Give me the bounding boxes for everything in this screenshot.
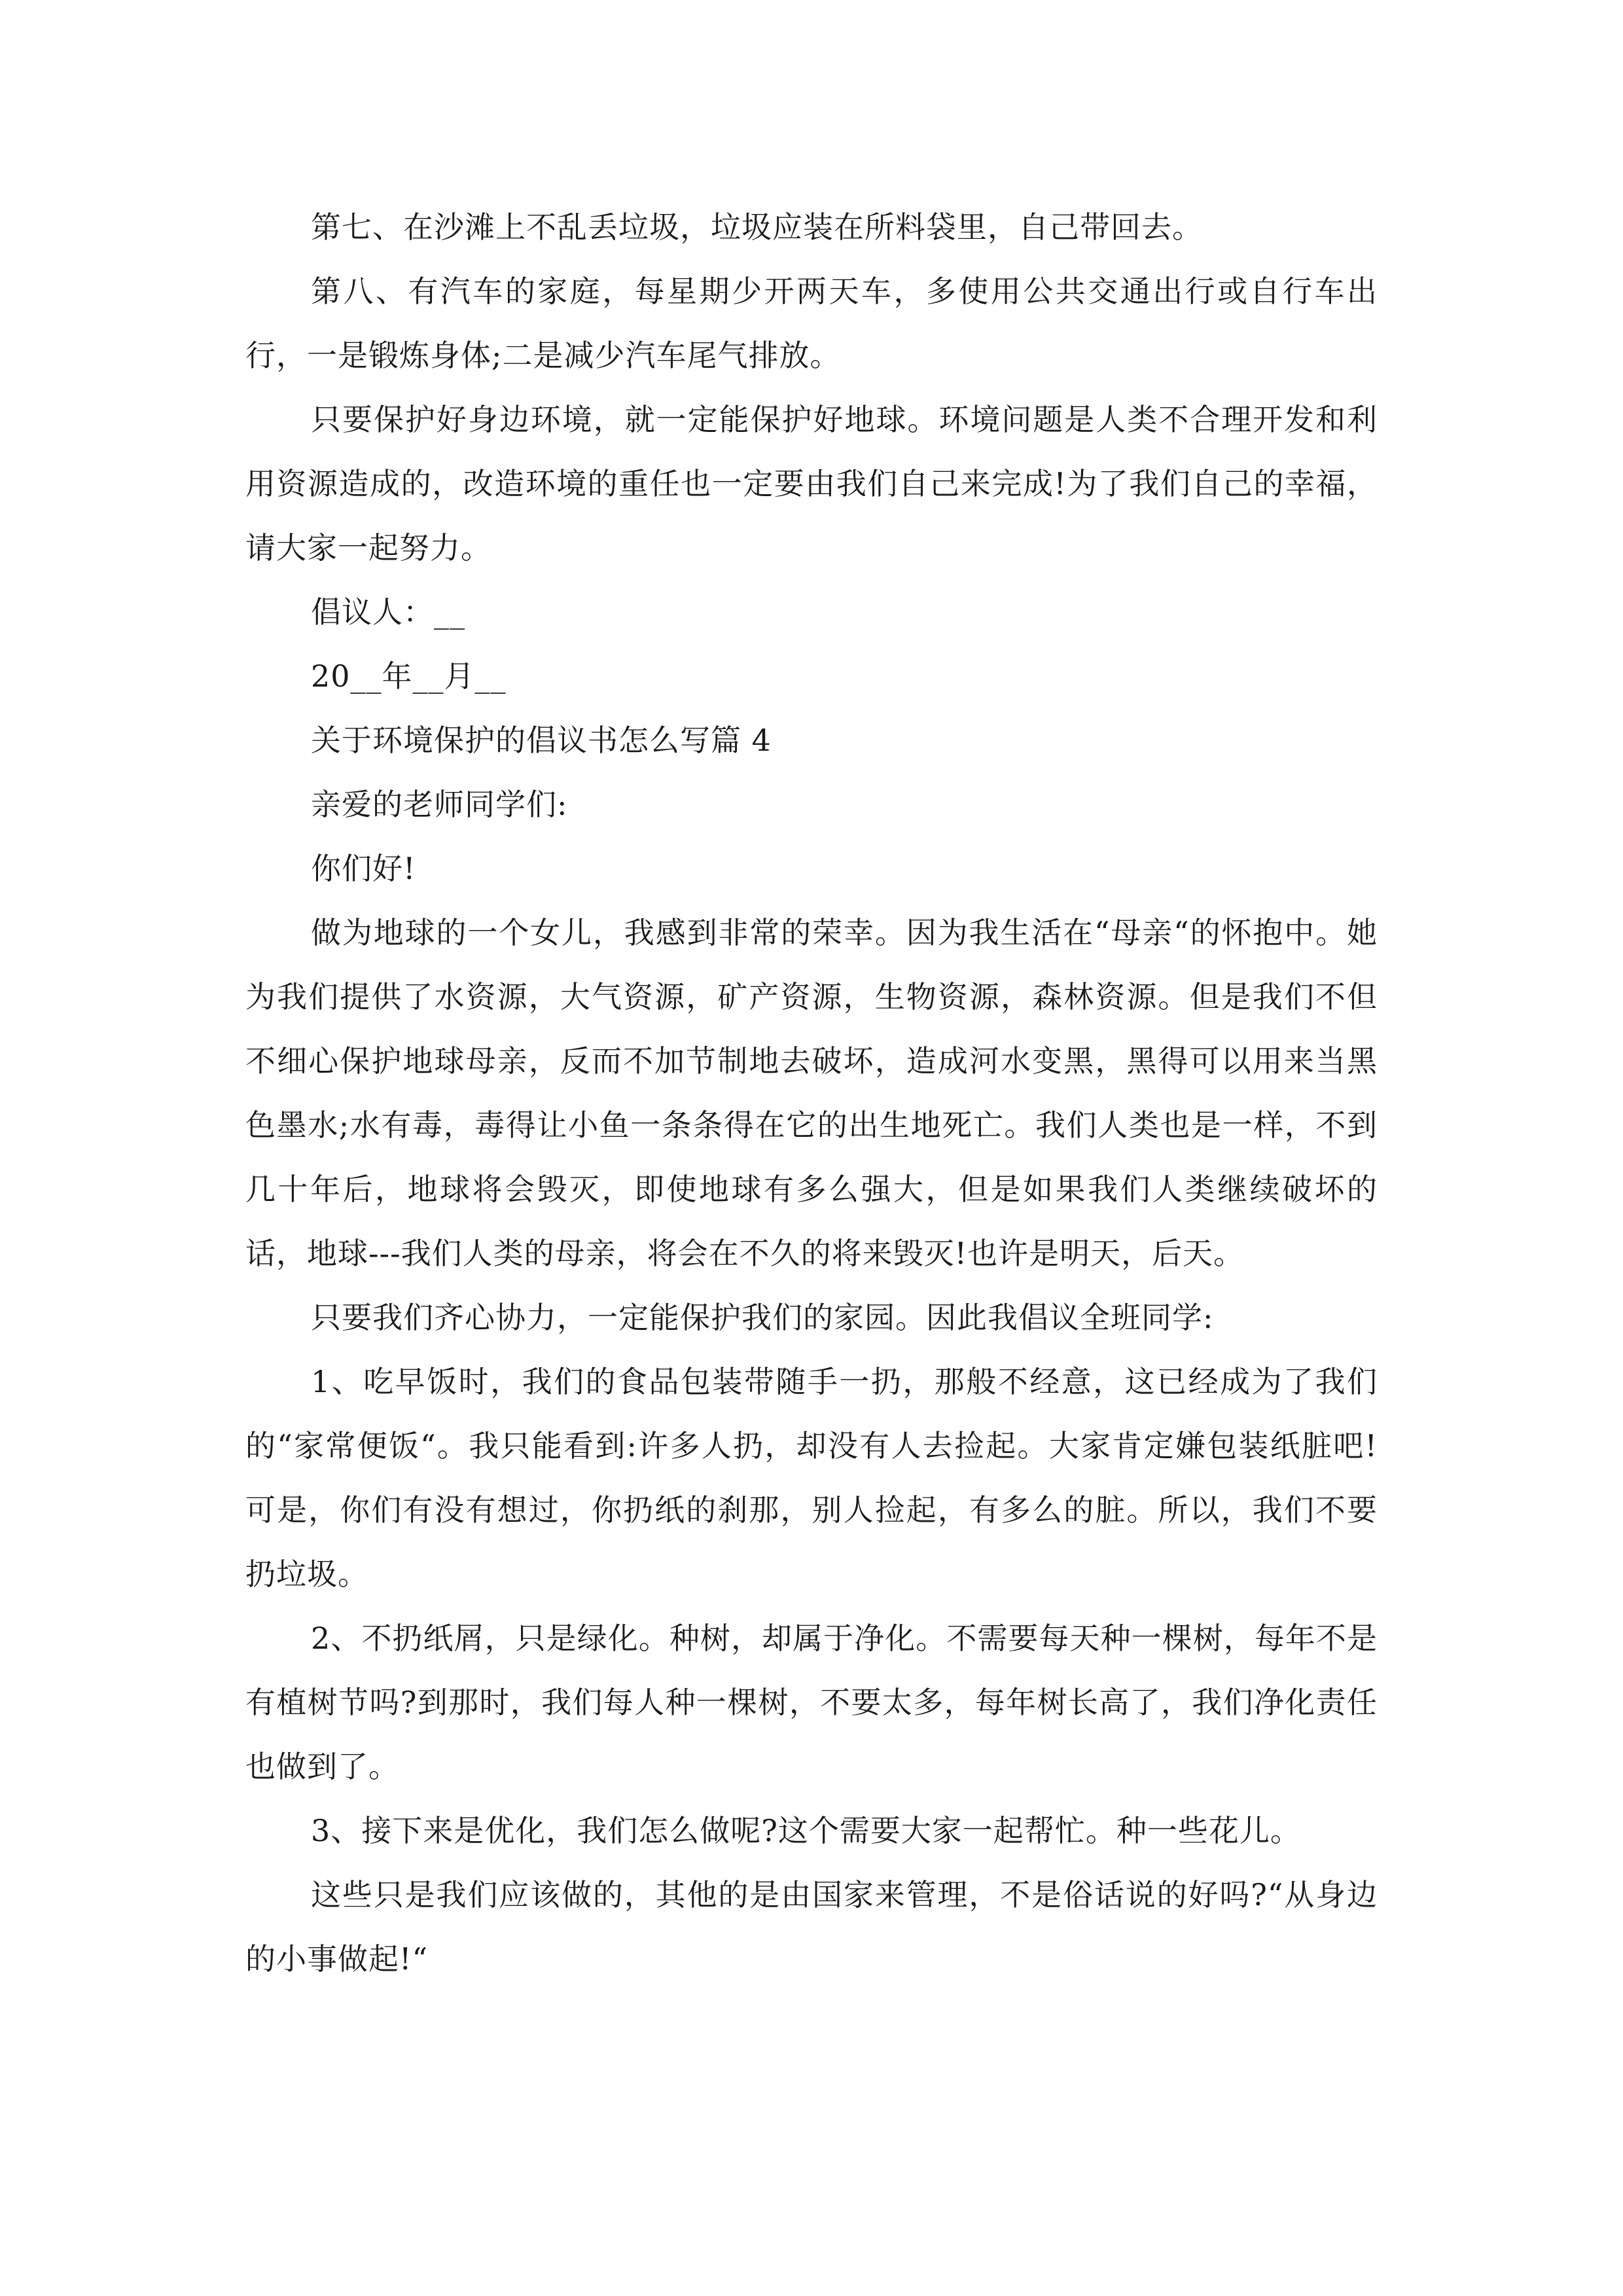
salutation: 亲爱的老师同学们: — [311, 787, 568, 822]
paragraph-rule-seven: 第七、在沙滩上不乱丢垃圾，垃圾应装在所料袋里，自己带回去。 — [311, 209, 1203, 245]
document-body — [245, 195, 1378, 1991]
paragraph-proposal: 只要我们齐心协力，一定能保护我们的家园。因此我倡议全班同学: — [311, 1300, 1214, 1335]
paragraph-intro: 做为地球的一个女儿，我感到非常的荣幸。因为我生活在“母亲“的怀抱中。她为我们提供了水资源，大气资源，矿产资源，生物资源，森林资源。但是我们不但不细心保护地球母亲，反而不加节制地去破坏，造成河水变黑，黑得可以用来当黑色墨水;水有毒，毒得让小鱼一条条得在它的出生地死亡。我们人类也是一样，不到几十年后，地球将会毁灭，即使地球有多么强大，但是如果我们人类继续破坏的话，地球---我们人类的母亲，将会在不久的将来毁灭!也许是明天，后天。 — [245, 915, 1378, 1271]
section-title: 关于环境保护的倡议书怎么写篇 4 — [311, 723, 772, 758]
paragraph-item-2: 2、不扔纸屑，只是绿化。种树，却属于净化。不需要每天种一棵树，每年不是有植树节吗?到那时，我们每人种一棵树，不要太多，每年树长高了，我们净化责任也做到了。 — [245, 1621, 1378, 1784]
paragraph-conclusion: 只要保护好身边环境，就一定能保护好地球。环境问题是人类不合理开发和利用资源造成的，改造环境的重任也一定要由我们自己来完成!为了我们自己的幸福，请大家一起努力。 — [245, 402, 1378, 565]
greeting: 你们好! — [311, 851, 416, 886]
signature-line: 倡议人：__ — [311, 594, 465, 630]
paragraph-item-3: 3、接下来是优化，我们怎么做呢?这个需要大家一起帮忙。种一些花儿。 — [311, 1813, 1301, 1848]
date-line: 20__年__月__ — [311, 658, 507, 694]
paragraph-item-1: 1、吃早饭时，我们的食品包装带随手一扔，那般不经意，这已经成为了我们的“家常便饭“。我只能看到:许多人扔，却没有人去捡起。大家肯定嫌包装纸脏吧!可是，你们有没有想过，你扔纸的刹那，别人捡起，有多么的脏。所以，我们不要扔垃圾。 — [245, 1364, 1378, 1592]
paragraph-rule-eight: 第八、有汽车的家庭，每星期少开两天车，多使用公共交通出行或自行车出行，一是锻炼身体;二是减少汽车尾气排放。 — [245, 274, 1378, 373]
paragraph-closing: 这些只是我们应该做的，其他的是由国家来管理，不是俗话说的好吗?“从身边的小事做起!“ — [245, 1877, 1378, 1977]
